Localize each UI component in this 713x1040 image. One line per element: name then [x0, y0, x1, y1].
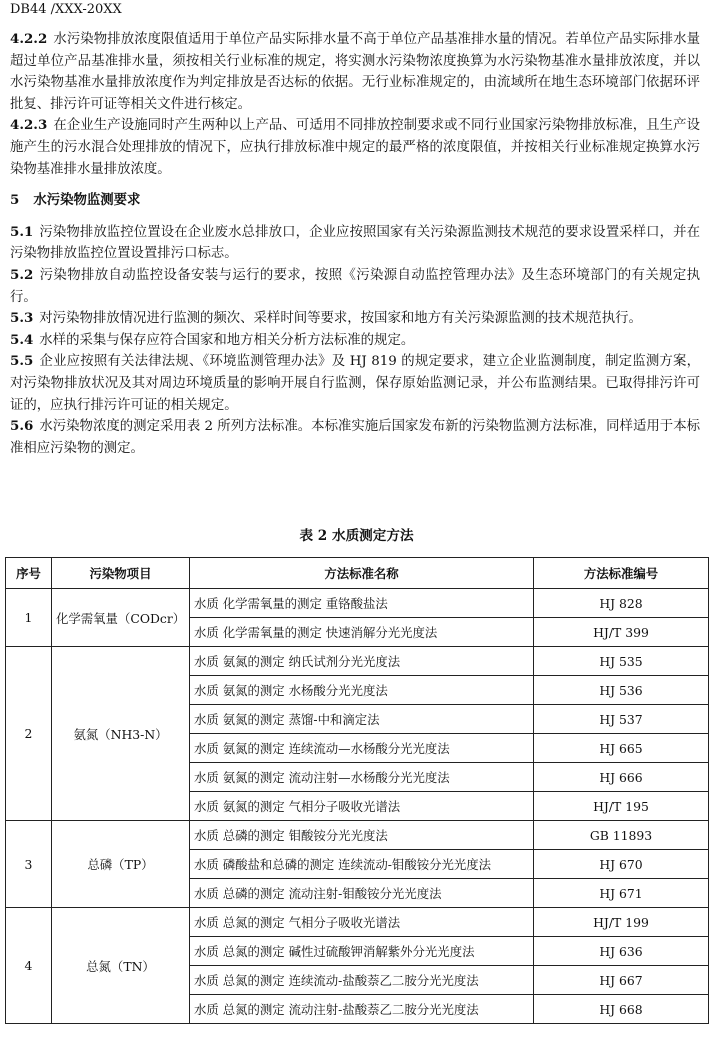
serial-number: 4: [6, 908, 52, 1024]
serial-number: 3: [6, 821, 52, 908]
clause-text: 在企业生产设施同时产生两种以上产品、可适用不同排放控制要求或不同行业国家污染物排放标准，且生产设施产生的污水混合处理排放的情况下，应执行排放标准中规定的最严格的浓度限值，并按相关行业标准规定换算水污染物基准排水量排放浓度。: [10, 118, 700, 177]
pollutant-name: 总磷（TP）: [52, 821, 190, 908]
method-code: HJ 535: [534, 647, 709, 676]
clause-text: 企业应按照有关法律法规、《环境监测管理办法》及 HJ 819 的规定要求，建立企业监测制度，制定监测方案，对污染物排放状况及其对周边环境质量的影响开展自行监测，保存原始监测记录，并公布监测结果。已取得排污许可证的，应执行排污许可证的相关规定。: [10, 354, 700, 413]
table-row: [6, 589, 709, 618]
table-row: [6, 647, 709, 676]
method-name: 水质 氨氮的测定 流动注射—水杨酸分光光度法: [190, 763, 534, 792]
clause-5-6: [10, 416, 700, 459]
method-name: 水质 氨氮的测定 水杨酸分光光度法: [190, 676, 534, 705]
method-name: 水质 氨氮的测定 纳氏试剂分光光度法: [190, 647, 534, 676]
table-row: [6, 908, 709, 937]
method-code: HJ/T 399: [534, 618, 709, 647]
method-name: 水质 总氮的测定 气相分子吸收光谱法: [190, 908, 534, 937]
clause-number: 4.2.3: [10, 117, 48, 134]
clause-5-2: [10, 265, 700, 308]
clause-5-5: [10, 351, 700, 416]
method-table: [5, 557, 709, 1024]
method-code: HJ 671: [534, 879, 709, 908]
header-method-name: 方法标准名称: [190, 558, 534, 589]
method-code: HJ 636: [534, 937, 709, 966]
body-text: [10, 29, 700, 459]
method-code: HJ 670: [534, 850, 709, 879]
clause-text: 水污染物浓度的测定采用表 2 所列方法标准。本标准实施后国家发布新的污染物监测方法标准，同样适用于本标准相应污染物的测定。: [10, 419, 700, 456]
method-code: HJ 536: [534, 676, 709, 705]
method-code: GB 11893: [534, 821, 709, 850]
method-name: 水质 总磷的测定 钼酸铵分光光度法: [190, 821, 534, 850]
method-code: HJ 668: [534, 995, 709, 1024]
table-caption: 表 2 水质测定方法: [299, 528, 414, 544]
clause-number: 5.5: [10, 353, 34, 370]
method-name: 水质 氨氮的测定 蒸馏-中和滴定法: [190, 705, 534, 734]
pollutant-name: 氨氮（NH3-N）: [52, 647, 190, 821]
method-name: 水质 总氮的测定 连续流动-盐酸萘乙二胺分光光度法: [190, 966, 534, 995]
document-code-header: DB44 /XXX-20XX: [10, 2, 122, 17]
method-code: HJ/T 195: [534, 792, 709, 821]
clause-text: 污染物排放监控位置设在企业废水总排放口，企业应按照国家有关污染源监测技术规范的要求设置采样口，并在污染物排放监控位置设置排污口标志。: [10, 224, 700, 262]
clause-5-1: [10, 222, 700, 265]
method-code: HJ 537: [534, 705, 709, 734]
clause-text: 对污染物排放情况进行监测的频次、采样时间等要求，按国家和地方有关污染源监测的技术规范执行。: [39, 311, 642, 327]
clause-text: 水污染物排放浓度限值适用于单位产品实际排水量不高于单位产品基准排水量的情况。若单位产品实际排水量超过单位产品基准排水量，须按相关行业标准的规定，将实测水污染物浓度换算为水污染物基准水量排放浓度，并以水污染物基准水量排放浓度作为判定排放是否达标的依据。无行业标准规定的，由流域所在地生态环境部门依据环评批复、排污许可证等相关文件进行核定。: [10, 32, 700, 112]
clause-5-3: [10, 308, 700, 330]
clause-4-2-3: [10, 115, 700, 180]
method-code: HJ 828: [534, 589, 709, 618]
table-header-row: [6, 558, 709, 589]
clause-number: 5.3: [10, 310, 34, 327]
header-serial: 序号: [6, 558, 52, 589]
method-name: 水质 总氮的测定 碱性过硫酸钾消解紫外分光光度法: [190, 937, 534, 966]
method-name: 水质 总磷的测定 流动注射-钼酸铵分光光度法: [190, 879, 534, 908]
method-code: HJ 666: [534, 763, 709, 792]
method-code: HJ/T 199: [534, 908, 709, 937]
clause-number: 5.6: [10, 418, 34, 435]
clause-text: 污染物排放自动监控设备安装与运行的要求，按照《污染源自动监控管理办法》及生态环境部门的有关规定执行。: [10, 267, 700, 305]
clause-5-4: [10, 330, 700, 352]
section-heading: [10, 190, 700, 212]
serial-number: 1: [6, 589, 52, 647]
method-name: 水质 化学需氧量的测定 重铬酸盐法: [190, 589, 534, 618]
clause-number: 5.2: [10, 266, 34, 283]
method-name: 水质 磷酸盐和总磷的测定 连续流动-钼酸铵分光光度法: [190, 850, 534, 879]
method-code: HJ 665: [534, 734, 709, 763]
method-code: HJ 667: [534, 966, 709, 995]
method-name: 水质 氨氮的测定 气相分子吸收光谱法: [190, 792, 534, 821]
clause-4-2-2: [10, 29, 700, 115]
header-method-code: 方法标准编号: [534, 558, 709, 589]
method-name: 水质 氨氮的测定 连续流动—水杨酸分光光度法: [190, 734, 534, 763]
pollutant-name: 总氮（TN）: [52, 908, 190, 1024]
section-title: 水污染物监测要求: [33, 192, 141, 209]
clause-number: 5.1: [10, 223, 34, 240]
header-pollutant: 污染物项目: [52, 558, 190, 589]
section-number: 5: [10, 192, 20, 209]
method-name: 水质 总氮的测定 流动注射-盐酸萘乙二胺分光光度法: [190, 995, 534, 1024]
pollutant-name: 化学需氧量（CODcr）: [52, 589, 190, 647]
method-name: 水质 化学需氧量的测定 快速消解分光光度法: [190, 618, 534, 647]
clause-number: 4.2.2: [10, 31, 48, 47]
table-row: [6, 821, 709, 850]
serial-number: 2: [6, 647, 52, 821]
clause-text: 水样的采集与保存应符合国家和地方相关分析方法标准的规定。: [39, 332, 415, 348]
clause-number: 5.4: [10, 331, 34, 348]
